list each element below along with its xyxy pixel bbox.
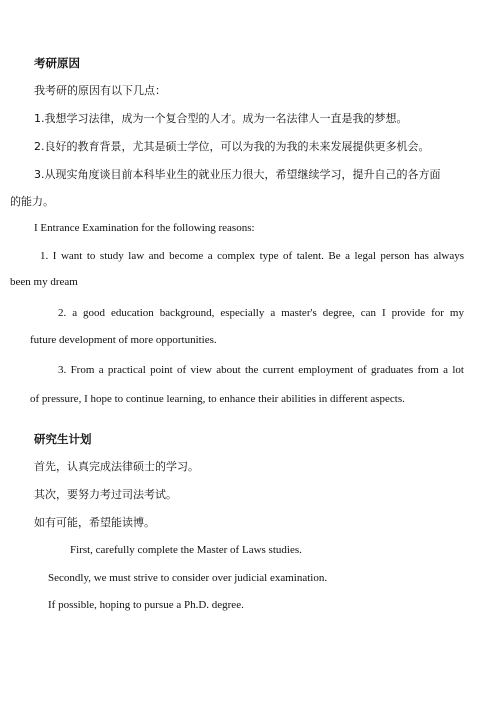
reason-en-3-cont: of pressure, I hope to continue learning, to enhance their abilities in different aspects. xyxy=(30,393,405,405)
reason-en-3: 3. From a practical point of view about the current employment of graduates from a lot xyxy=(58,364,464,376)
reason-cn-3: 3.从现实角度谈目前本科毕业生的就业压力很大，希望继续学习，提升自己的各方面 xyxy=(34,168,441,181)
reasons-intro: 我考研的原因有以下几点： xyxy=(34,84,166,97)
reason-en-1: 1. I want to study law and become a complex type of talent. Be a legal person has always xyxy=(40,250,464,262)
reason-cn-3-cont: 的能力。 xyxy=(10,195,54,208)
plan-cn-2: 其次，要努力考过司法考试。 xyxy=(34,488,177,501)
reason-cn-2: 2.良好的教育背景，尤其是硕士学位，可以为我的为我的未来发展提供更多机会。 xyxy=(34,140,430,153)
plan-en-1: First, carefully complete the Master of Laws studies. xyxy=(70,544,302,556)
section-heading-plan: 研究生计划 xyxy=(34,432,92,446)
reason-en-2: 2. a good education background, especially a master's degree, can I provide for my xyxy=(58,307,464,319)
reason-cn-1: 1.我想学习法律，成为一个复合型的人才。成为一名法律人一直是我的梦想。 xyxy=(34,112,408,125)
reasons-en-intro: I Entrance Examination for the following reasons: xyxy=(34,222,255,234)
section-heading-reasons: 考研原因 xyxy=(34,56,80,70)
plan-en-2: Secondly, we must strive to consider over judicial examination. xyxy=(48,572,328,584)
plan-cn-1: 首先，认真完成法律硕士的学习。 xyxy=(34,460,199,473)
plan-en-3: If possible, hoping to pursue a Ph.D. degree. xyxy=(48,599,244,611)
plan-cn-3: 如有可能，希望能读博。 xyxy=(34,516,155,529)
reason-en-1-cont: been my dream xyxy=(10,276,78,288)
reason-en-2-cont: future development of more opportunities. xyxy=(30,334,217,346)
